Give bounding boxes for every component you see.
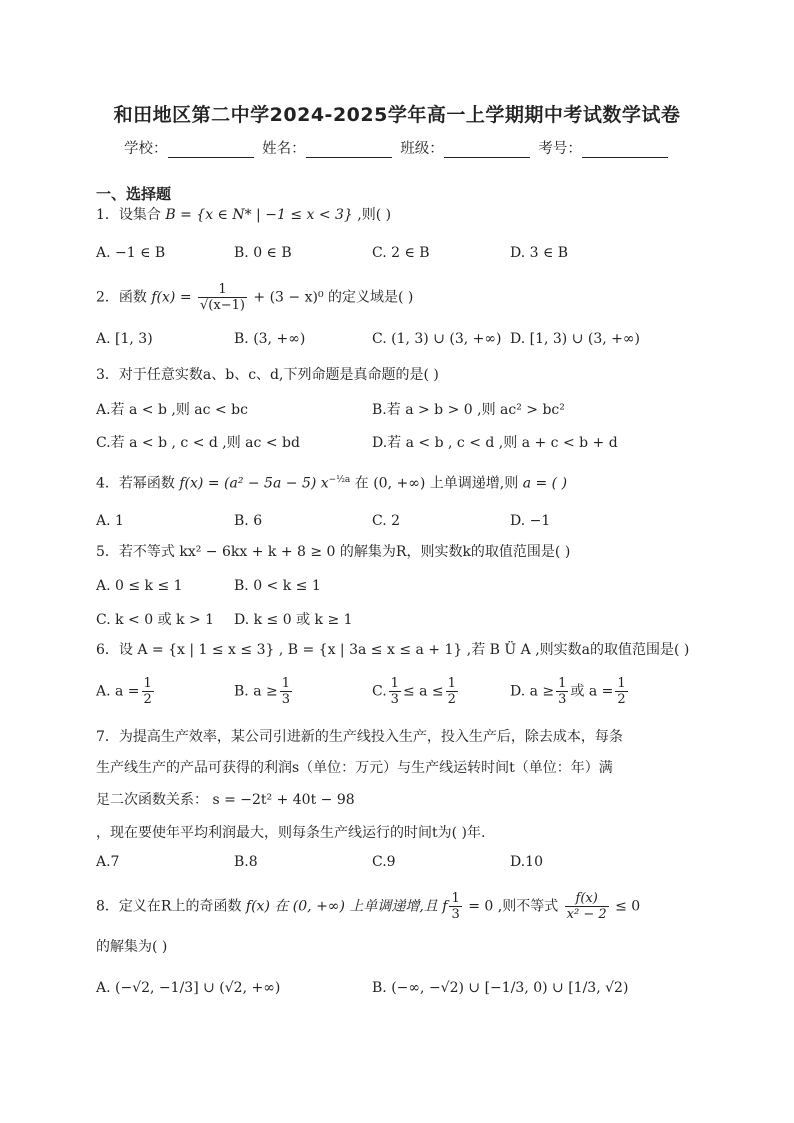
- q4-option-b[interactable]: B. 6: [234, 513, 263, 529]
- q6-option-a[interactable]: A. a = $\frac{1}{2}$: [96, 676, 152, 707]
- question-8-stem: 8．定义在R上的奇函数 f(x) 在 (0, +∞) 上单调递增,且 f $\frac{1}{3}$ = 0 ,则不等式 $\frac{f(x)}{\text{x² − 2}}$ ≤ 0: [96, 891, 641, 922]
- q3-option-c[interactable]: C.若 a < b , c < d ,则 ac < bd: [96, 435, 300, 451]
- class-blank[interactable]: [444, 143, 530, 158]
- q5-option-b[interactable]: B. 0 < k ≤ 1: [234, 578, 321, 594]
- number-blank[interactable]: [582, 143, 668, 158]
- question-4-stem: 4．若幂函数 f(x) = (a² − 5a − 5) $x^{-\frac{1}{2}a}$ 在 (0, +∞) 上单调递增,则 a = ( ): [96, 475, 568, 492]
- q8-option-b[interactable]: B. (−∞, −√2) ∪ [−1/3, 0) ∪ [1/3, √2): [372, 980, 629, 996]
- q2-option-a[interactable]: A. [1, 3): [96, 331, 153, 347]
- class-label: 班级：: [400, 141, 444, 157]
- question-7-line-2: 生产线生产的产品可获得的利润s（单位：万元）与生产线运转时间t（单位：年）满: [96, 760, 613, 776]
- q2-option-d[interactable]: D. [1, 3) ∪ (3, +∞): [510, 331, 641, 347]
- student-info-line: [124, 137, 672, 158]
- number-label: 考号：: [538, 141, 582, 157]
- question-7-line-1: 7．为提高生产效率，某公司引进新的生产线投入生产，投入生产后，除去成本，每条: [96, 729, 623, 745]
- question-8-line-2: 的解集为( ): [96, 939, 168, 955]
- q7-option-a[interactable]: A.7: [96, 854, 120, 870]
- name-blank[interactable]: [306, 143, 392, 158]
- question-1-stem: 1．设集合 B = {x ∈ N* | −1 ≤ x < 3} ,则( ): [96, 207, 392, 223]
- q4-option-c[interactable]: C. 2: [372, 513, 401, 529]
- q6-option-b[interactable]: B. a ≥ $\frac{1}{3}$: [234, 676, 290, 707]
- q7-option-d[interactable]: D.10: [510, 854, 543, 870]
- q1-option-c[interactable]: C. 2 ∈ B: [372, 245, 430, 261]
- q1-option-d[interactable]: D. 3 ∈ B: [510, 245, 569, 261]
- exam-title: 和田地区第二中学2024-2025学年高一上学期期中考试数学试卷: [113, 104, 681, 126]
- q5-option-a[interactable]: A. 0 ≤ k ≤ 1: [96, 578, 183, 594]
- q1-option-b[interactable]: B. 0 ∈ B: [234, 245, 292, 261]
- q2-option-b[interactable]: B. (3, +∞): [234, 331, 306, 347]
- q3-option-a[interactable]: A.若 a < b ,则 ac < bc: [96, 402, 248, 418]
- q3-option-b[interactable]: B.若 a > b > 0 ,则 ac² > bc²: [372, 402, 565, 418]
- question-6-stem: 6．设 A = {x | 1 ≤ x ≤ 3} , B = {x | 3a ≤ x ≤ a + 1} ,若 B Ü A ,则实数a的取值范围是( ): [96, 642, 690, 658]
- q7-option-c[interactable]: C.9: [372, 854, 396, 870]
- q5-option-c[interactable]: C. k < 0 或 k > 1: [96, 612, 215, 628]
- q6-option-d[interactable]: D. a ≥ $\frac{1}{3}$ 或 a = $\frac{1}{2}$: [510, 676, 626, 707]
- q5-option-d[interactable]: D. k ≤ 0 或 k ≥ 1: [234, 612, 353, 628]
- question-5-stem: 5．若不等式 kx² − 6kx + k + 8 ≥ 0 的解集为R，则实数k的取值范围是( ): [96, 544, 571, 560]
- q4-option-d[interactable]: D. −1: [510, 513, 551, 529]
- q3-option-d[interactable]: D.若 a < b , c < d ,则 a + c < b + d: [372, 435, 618, 451]
- q8-option-a[interactable]: A. (−√2, −1/3] ∪ (√2, +∞): [96, 980, 281, 996]
- name-label: 姓名：: [262, 141, 306, 157]
- q6-option-c[interactable]: C. $\frac{1}{3}$ ≤ a ≤ $\frac{1}{2}$: [372, 676, 456, 707]
- question-3-stem: 3．对于任意实数a、b、c、d,下列命题是真命题的是( ): [96, 367, 439, 383]
- question-2-stem: 2．函数 f(x) = $\frac{1}{√(x-1)}$ + (3 − x)⁰ 的定义域是( ): [96, 282, 414, 313]
- q7-option-b[interactable]: B.8: [234, 854, 258, 870]
- q2-fraction: $\frac{1}{√(x-1)}$: [200, 282, 245, 313]
- school-blank[interactable]: [168, 143, 254, 158]
- q2-option-c[interactable]: C. (1, 3) ∪ (3, +∞): [372, 331, 502, 347]
- question-7-line-4: ，现在要使年平均利润最大，则每条生产线运行的时间t为( )年.: [96, 825, 486, 841]
- question-7-line-3: 足二次函数关系： s = −2t² + 40t − 98: [96, 792, 355, 808]
- school-label: 学校：: [124, 141, 168, 157]
- q4-option-a[interactable]: A. 1: [96, 513, 124, 529]
- q1-option-a[interactable]: A. −1 ∈ B: [96, 245, 166, 261]
- section-heading: 一、选择题: [96, 185, 172, 203]
